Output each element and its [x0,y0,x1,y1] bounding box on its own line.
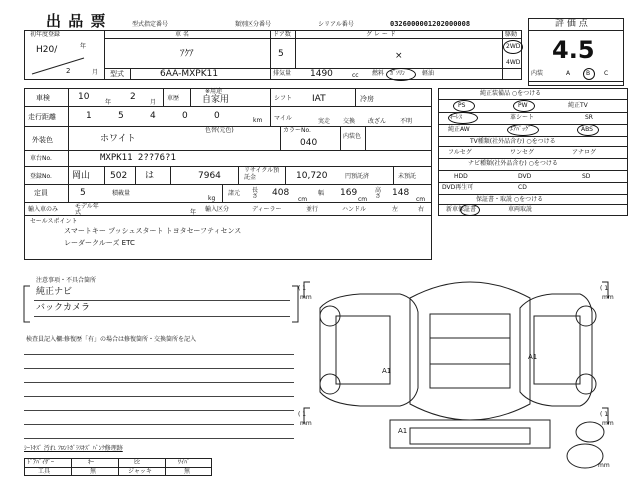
car-name: ｱｸｱ [180,49,194,59]
first-reg-month-mark: 月 [92,69,99,76]
handle-left: 左 [392,206,399,213]
interior-label: 内装 [531,70,544,77]
shift-label: シフト [274,95,293,102]
shift-value: IAT [312,94,326,104]
notes-line2: バックカメラ [36,303,91,313]
displacement-unit: cc [352,72,359,79]
load-label: 積載量 [112,190,131,197]
equip-keyless: ｷｰﾚｽ [450,114,463,121]
size-label: 諸元 [228,190,241,197]
tool-header-2: ﾋﾋ [134,459,141,466]
navi-sd: SD [582,173,591,180]
damage-mark-1: A1 [382,367,392,375]
sales-point-box [24,216,432,260]
capacity-value: 5 [80,188,86,198]
registration-kana: は [145,171,155,181]
inspection-year: 10 [78,92,90,102]
mileage-digit: 0 [214,111,220,121]
score-value: 4.5 [552,36,595,64]
chassis-label: 車台No. [30,155,52,162]
model-value: 6AA-MXPK11 [160,69,219,79]
document-title: 出 品 票 [46,12,107,30]
height-label: 高さ [375,187,382,200]
docs-title: 保証書・取説 ○をつける [476,196,544,203]
inspection-year-mark: 年 [105,99,112,106]
first-reg-value: H20/ [36,45,58,55]
score-label: 評 価 点 [555,19,588,29]
registration-number: 7964 [198,171,221,181]
height-unit: cm [416,196,426,203]
equip-pw: PW [518,102,528,109]
width-label: 幅 [318,190,325,197]
navi-title: ナビ種類(社外品含む) ○をつける [468,160,558,167]
tool-value-3: 無 [184,468,191,475]
load-unit: kg [208,195,216,202]
recycle-label: リサイクル預託金 [244,167,280,181]
displacement-label: 排気量 [273,70,292,77]
mileage-digit: 1 [86,111,92,121]
drive-label: 駆動 [505,31,518,38]
notes-title: 注意事項・不具合箇所 [36,277,97,284]
diagram-bracket-tl: ( 1 [298,285,307,292]
docs-warranty: 新車保証書 [446,206,477,213]
tool-value-2: ジャッキ [128,468,152,475]
handle-label: ハンドル [342,206,367,213]
tool-header-1: ｷｰ [88,459,95,466]
diagram-corner-bl: mm [300,420,312,427]
displacement-value: 1490 [310,69,333,79]
fuel-diesel: 軽油 [422,70,435,77]
diagram-bracket-br: ( 1 [600,411,609,418]
mileage-unit: km [253,117,263,124]
use-label: 車歴 [167,95,180,102]
registration-class: 502 [110,171,128,181]
diagram-bracket-bl: ( 1 [298,411,307,418]
ac-label: 冷房 [360,95,374,103]
mileage-digit: 0 [182,111,188,121]
mileage-actual: 実走 [318,118,331,125]
fuel-label: 燃料 [372,70,385,77]
type-number-label: 型式指定番号 [132,21,169,28]
exterior-color-label: 外装色 [32,136,53,144]
category-number-label: 類別区分番号 [235,21,272,28]
chassis-value: MXPK11 2??76?1 [100,153,176,163]
diagram-corner-br: mm [602,420,614,427]
mileage-label: 走行距離 [28,113,56,121]
color-no: 040 [300,138,318,148]
import-parallel: 並行 [306,206,319,213]
equip-aw: 純正AW [448,126,470,133]
car-name-label: 車 名 [175,31,189,38]
tool-value-1: 無 [90,468,97,475]
grade-label: グ レ ー ド [366,31,396,38]
model-year-mark: 年 [190,209,197,216]
model-year-label: モデル年式 [75,203,99,216]
height-value: 148 [392,188,410,198]
equip-abs: ABS [581,126,593,133]
color-no-label: カラーNo. [283,127,311,134]
inspection-month-mark: 月 [150,99,157,106]
length-unit: cm [298,196,308,203]
interior-color-label: 内装色 [343,133,362,140]
notes-line1: 純正ナビ [36,287,73,297]
navi-cd: CD [518,184,527,191]
grade-value: × [395,51,403,61]
mile-label: マイル [274,115,292,122]
equip-tv: 純正TV [568,102,588,109]
diagram-bracket-tr: ( 1 [600,285,609,292]
first-reg-year-mark: 年 [80,43,87,50]
notes-bottom: ｼｰﾄｷｽﾞ 汚れ ﾌﾛﾝﾄｶﾞﾗｽｷｽﾞ ﾊﾞﾝｸ修理跡 [24,445,123,452]
docs-manual: 車両取説 [508,206,533,213]
inspection-month: 2 [130,92,136,102]
sales-point-line1: スマートキー プッシュスタート トヨタセーフティセンス [64,227,242,235]
equip-leather: 革シート [510,114,535,121]
equip-ps: PS [458,102,466,109]
tool-header-0: ﾄﾞｱﾊﾞｲｻﾞｰ [27,459,55,466]
inspection-label: 車検 [36,94,50,102]
tv-oneseg: ワンセグ [510,149,535,156]
tool-header-3: ﾜｲﾊﾟ [178,459,191,466]
import-dealer: ディーラー [252,206,282,213]
interior-b: B [586,70,591,77]
interior-a: A [566,70,571,77]
equip-airbag: ｴｱﾊﾞｯｸﾞ [510,126,532,133]
width-unit: cm [358,196,368,203]
original-color-label: 色替(元色) [205,127,234,134]
damage-mark-2: A1 [528,353,538,361]
mileage-unknown: 不明 [400,118,413,125]
equip-sr: SR [585,114,593,121]
use-value: 自家用 [202,95,230,105]
fuel-gas: ｶﾞｿﾘﾝ [390,70,406,77]
equipment-title: 純正装備品 ○をつける [480,90,542,97]
diagram-corner-tr: mm [602,294,614,301]
recycle-amount: 10,720 [296,171,328,181]
length-label: 長さ [252,187,259,200]
drive-2wd: 2WD [506,43,521,50]
diagram-corner-bottom: mm [598,462,610,469]
tv-analog: アナログ [572,149,597,156]
first-reg-label: 初年度登録 [30,31,61,38]
car-condition-diagram [290,268,635,478]
diagram-corner-tl: mm [300,294,312,301]
mileage-digit: 4 [150,111,156,121]
length-value: 408 [272,188,290,198]
navi-dvd: DVD [518,173,532,180]
first-reg-month: 2 [66,67,71,75]
handle-right: 右 [418,206,425,213]
dvd-play: DVD再生可 [442,184,474,191]
navi-hdd: HDD [454,173,468,180]
exterior-color: ホワイト [100,134,136,144]
recycle-unpaid: 未預託 [398,173,417,180]
tv-type-title: TV種類(社外品含む) ○をつける [470,138,556,145]
interior-c: C [604,70,609,77]
drive-4wd: 4WD [506,59,521,66]
mileage-digit: 5 [118,111,124,121]
tv-fullseg: フルセグ [448,149,472,156]
import-label: 輸入車のみ [28,206,59,213]
capacity-label: 定員 [34,189,48,197]
mileage-replaced: 交換 [343,118,356,125]
damage-mark-3: A1 [398,427,408,435]
sales-point-line2: レーダークルーズ ETC [64,239,135,247]
registration-label: 登録No. [30,173,52,180]
tool-value-0: 工具 [38,468,51,475]
width-value: 169 [340,188,358,198]
serial-label: シリアル番号 [318,21,354,28]
mileage-tampered: 改ざん [368,118,387,125]
use-note: ※用途 [205,88,223,95]
first-reg-slash [30,56,86,76]
inspector-title: 検査員記入欄:修復歴「有」の場合は修復箇所・交換箇所を記入 [26,336,197,343]
doors-label: ドア数 [273,31,291,38]
serial-value: 0326000001202000008 [390,20,471,28]
import-type-label: 輸入区分 [205,206,230,213]
recycle-status: 円預託済 [345,173,370,180]
sales-point-label: セールスポイント [30,218,78,225]
doors-value: 5 [278,49,284,59]
registration-region: 岡山 [72,171,91,181]
model-label: 型式 [110,70,124,78]
